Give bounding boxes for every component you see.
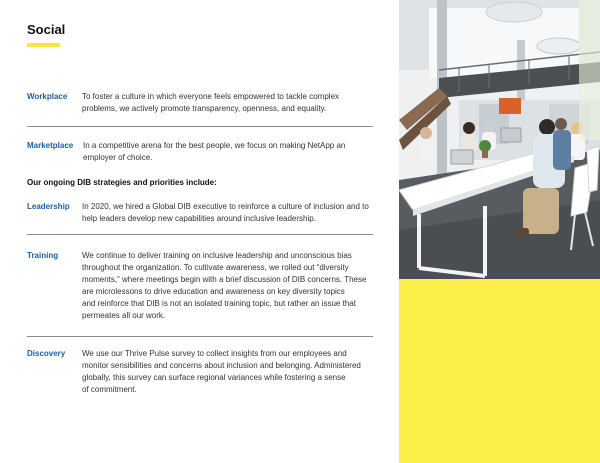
text-line: moments,” where meetings begin with a brief discussion of DIB concerns. These	[82, 275, 367, 284]
text-line: permeates all our work.	[82, 311, 166, 320]
text-line: help leaders develop new capabilities around inclusive leadership.	[82, 214, 316, 223]
strategy-training	[27, 250, 373, 322]
text-line: In a competitive arena for the best people, we focus on making NetApp an	[83, 141, 346, 150]
text-line: In 2020, we hired a Global DIB executive to reinforce a culture of inclusion and to	[82, 202, 369, 211]
text-line: are microlessons to drive education and awareness on key diversity topics	[82, 287, 345, 296]
title-accent-bar	[27, 43, 60, 47]
section-workplace	[27, 91, 373, 115]
page-title: Social	[27, 22, 66, 37]
section-marketplace	[27, 140, 373, 164]
strategies-heading: Our ongoing DIB strategies and priorities include:	[27, 178, 217, 187]
strategy-description	[82, 250, 366, 322]
yellow-accent-panel	[399, 279, 600, 463]
text-line: We use our Thrive Pulse survey to collect insights from our employees and	[82, 349, 347, 358]
section-term: Workplace	[27, 92, 68, 101]
strategy-discovery	[27, 348, 373, 396]
divider	[27, 336, 373, 337]
text-line: monitor sensibilities and concerns about inclusion and belonging. Administered	[82, 361, 361, 370]
strategy-term: Training	[27, 251, 59, 260]
office-illustration	[399, 0, 600, 279]
text-line: throughout the organization. To cultivate awareness, we rolled out “diversity	[82, 263, 349, 272]
strategy-leadership	[27, 201, 373, 225]
text-line: of commitment.	[82, 385, 137, 394]
section-term: Marketplace	[27, 141, 74, 150]
strategy-term: Discovery	[27, 349, 66, 358]
text-line: To foster a culture in which everyone feels empowered to tackle complex	[82, 92, 340, 101]
section-description	[82, 91, 339, 115]
strategy-description	[82, 348, 361, 396]
divider	[27, 126, 373, 127]
text-line: employer of choice.	[83, 153, 153, 162]
strategy-term: Leadership	[27, 202, 70, 211]
office-meeting-photo	[399, 0, 600, 279]
text-line: We continue to deliver training on inclusive leadership and unconscious bias	[82, 251, 352, 260]
text-line: problems, we actively promote transparency, openness, and equality.	[82, 104, 327, 113]
strategy-description	[82, 201, 369, 225]
text-line: globally, this survey can surface regional variances while fostering a sense	[82, 373, 346, 382]
divider	[27, 234, 373, 235]
section-description	[83, 140, 345, 164]
text-line: and reinforce that DIB is not an isolated training topic, but rather an issue that	[82, 299, 356, 308]
